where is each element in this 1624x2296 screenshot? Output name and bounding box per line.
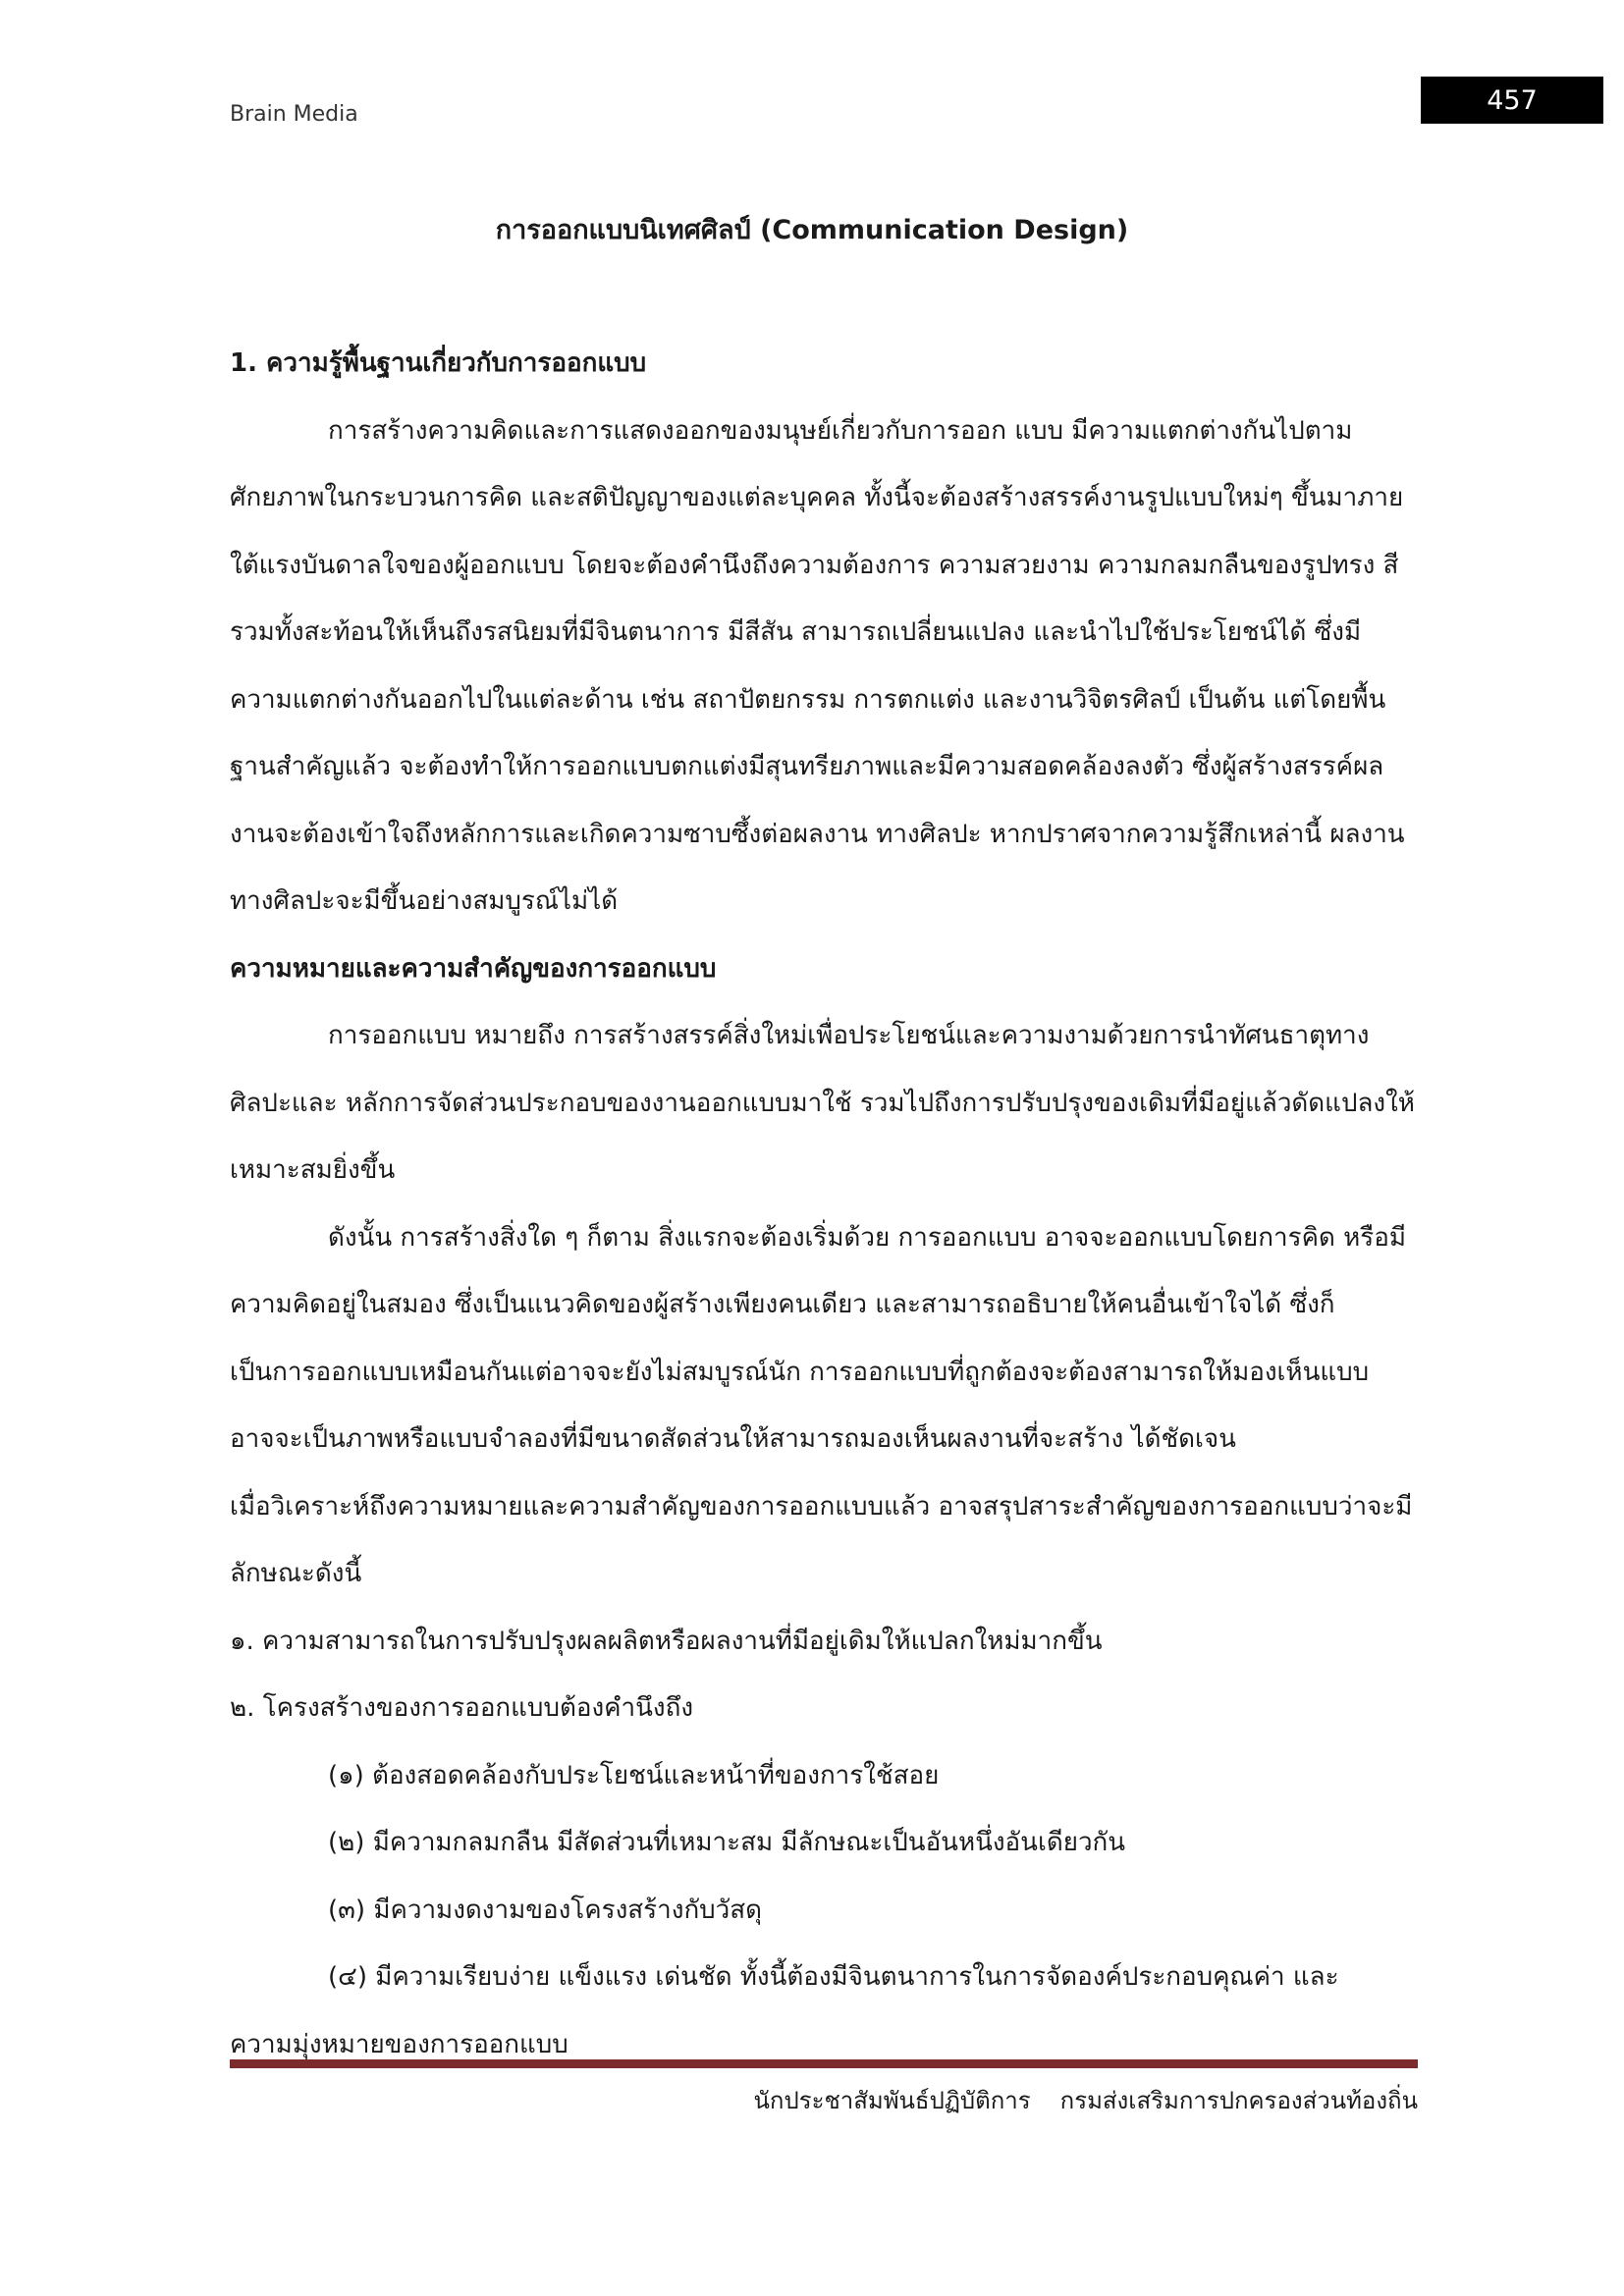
list-item: ๑. ความสามารถในการปรับปรุงผลผลิตหรือผลงานที่มีอยู่เดิมให้แปลกใหม่มากขึ้น xyxy=(230,1626,1103,1656)
paragraph-process: ดังนั้น การสร้างสิ่งใด ๆ ก็ตาม สิ่งแรกจะต้องเริ่มด้วย การออกแบบ อาจจะออกแบบโดยการคิด หรือมีความคิดอยู่ในสมอง ซึ่งเป็นแนวคิดของผู้สร้างเพียงคนเดียว และสามารถอธิบายให้คนอื่นเข้าใจได้ ซึ่งก็เป็นการออกแบบเหมือนกันแต่อาจจะยังไม่สมบูรณ์นัก การออกแบบที่ถูกต้องจะต้องสามารถให้มองเห็นแบบ อาจจะเป็นภาพหรือแบบจำลองที่มีขนาดสัดส่วนให้สามารถมองเห็นผลงานที่จะสร้าง ได้ชัดเจน xyxy=(230,1222,1406,1454)
list-item: ๒. โครงสร้างของการออกแบบต้องคำนึงถึง xyxy=(230,1693,694,1723)
section-heading-meaning: ความหมายและความสำคัญของการออกแบบ xyxy=(230,953,717,984)
closing-line: ความมุ่งหมายของการออกแบบ xyxy=(230,2029,568,2059)
footer-divider xyxy=(230,2059,1418,2068)
document-title: การออกแบบนิเทศศิลป์ (Communication Design) xyxy=(495,215,1129,245)
footer-position: นักประชาสัมพันธ์ปฏิบัติการ xyxy=(753,2087,1031,2114)
paragraph-basics: การสร้างความคิดและการแสดงออกของมนุษย์เกี่ยวกับการออก แบบ มีความแตกต่างกันไปตามศักยภาพในกระบวนการคิด และสติปัญญาของแต่ละบุคคล ทั้งนี้จะต้องสร้างสรรค์งานรูปแบบใหม่ๆ ขึ้นมาภายใต้แรงบันดาลใจของผู้ออกแบบ โดยจะต้องคำนึงถึงความต้องการ ความสวยงาม ความกลมกลืนของรูปทรง สี รวมทั้งสะท้อนให้เห็นถึงรสนิยมที่มีจินตนาการ มีสีสัน สามารถเปลี่ยนแปลง และนำไปใช้ประโยชน์ได้ ซึ่งมีความแตกต่างกันออกไปในแต่ละด้าน เช่น สถาปัตยกรรม การตกแต่ง และงานวิจิตรศิลป์ เป็นต้น แต่โดยพื้นฐานสำคัญแล้ว จะต้องทำให้การออกแบบตกแต่งมีสุนทรียภาพและมีความสอดคล้องลงตัว ซึ่งผู้สร้างสรรค์ผลงานจะต้องเข้าใจถึงหลักการและเกิดความซาบซึ้งต่อผลงาน ทางศิลปะ หากปราศจากความรู้สึกเหล่านี้ ผลงานทางศิลปะจะมีขึ้นอย่างสมบูรณ์ไม่ได้ xyxy=(230,415,1405,916)
sublist-item: (๓) มีความงดงามของโครงสร้างกับวัสดุ xyxy=(328,1895,763,1925)
footer-organization: กรมส่งเสริมการปกครองส่วนท้องถิ่น xyxy=(1059,2087,1418,2114)
sublist-item: (๔) มีความเรียบง่าย แข็งแรง เด่นชัด ทั้งนี้ต้องมีจินตนาการในการจัดองค์ประกอบคุณค่า และ xyxy=(328,1962,1339,1992)
page-number-badge: 457 xyxy=(1421,77,1603,124)
footer xyxy=(230,2081,1418,2119)
paragraph-summary: เมื่อวิเคราะห์ถึงความหมายและความสำคัญของการออกแบบแล้ว อาจสรุปสาระสำคัญของการออกแบบว่าจะมีลักษณะดังนี้ xyxy=(230,1491,1413,1588)
publisher-name: Brain Media xyxy=(230,102,358,127)
sublist-item: (๑) ต้องสอดคล้องกับประโยชน์และหน้าที่ของการใช้สอย xyxy=(328,1760,940,1790)
document-body xyxy=(230,330,1418,2078)
sublist-item: (๒) มีความกลมกลืน มีสัดส่วนที่เหมาะสม มีลักษณะเป็นอันหนึ่งอันเดียวกัน xyxy=(328,1828,1126,1857)
section-heading-basics: 1. ความรู้พื้นฐานเกี่ยวกับการออกแบบ xyxy=(230,348,647,378)
paragraph-definition: การออกแบบ หมายถึง การสร้างสรรค์สิ่งใหม่เพื่อประโยชน์และความงามด้วยการนำทัศนธาตุทางศิลปะและ หลักการจัดส่วนประกอบของงานออกแบบมาใช้ รวมไปถึงการปรับปรุงของเดิมที่มีอยู่แล้วดัดแปลงให้เหมาะสมยิ่งขึ้น xyxy=(230,1021,1415,1185)
